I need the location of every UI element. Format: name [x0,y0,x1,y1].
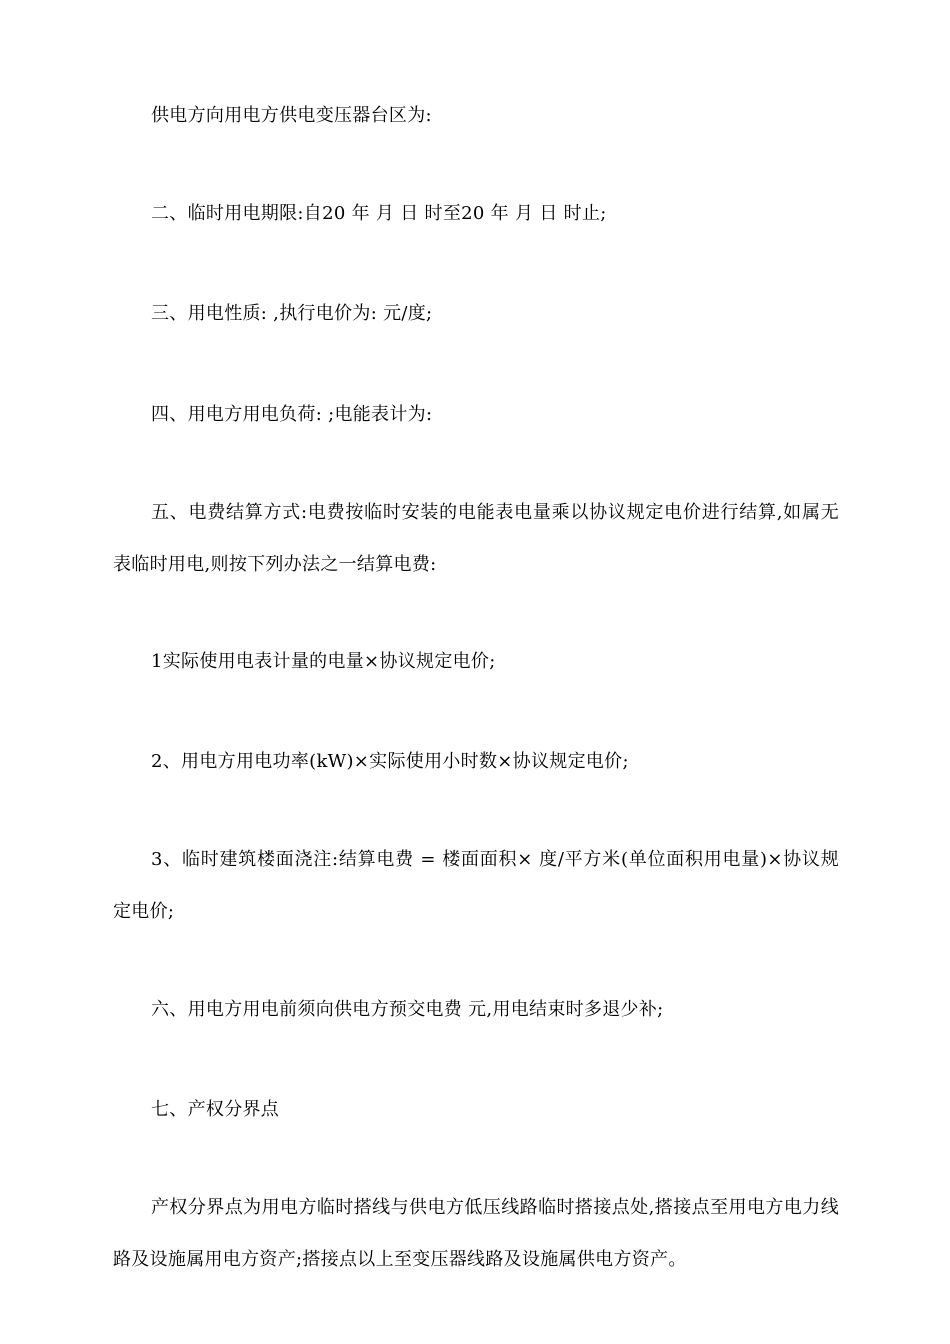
paragraph-load: 四、用电方用电负荷: ;电能表计为: [151,404,433,425]
paragraph-ownership-boundary: 产权分界点为用电方临时搭线与供电方低压线路临时搭接点处,搭接点至用电方电力线路及设施属用电方资产;搭接点以上至变压器线路及设施属供电方资产。 [113,1197,839,1270]
paragraph-method-2: 2、用电方用电功率(kW)×实际使用小时数×协议规定电价; [151,751,629,772]
paragraph-prepayment: 六、用电方用电前须向供电方预交电费 元,用电结束时多退少补; [151,999,664,1020]
paragraph-ownership-heading: 七、产权分界点 [151,1099,280,1120]
paragraph-method-3: 3、临时建筑楼面浇注:结算电费 = 楼面面积× 度/平方米(单位面积用电量)×协议规定电价; [113,849,839,922]
paragraph-transformer-area: 供电方向用电方供电变压器台区为: [151,105,432,126]
paragraph-settlement: 五、电费结算方式:电费按临时安装的电能表电量乘以协议规定电价进行结算,如属无表临时用电,则按下列办法之一结算电费: [113,502,839,575]
paragraph-nature: 三、用电性质: ,执行电价为: 元/度; [151,303,433,324]
paragraph-method-1: 1实际使用电表计量的电量×协议规定电价; [151,651,496,672]
paragraph-period: 二、临时用电期限:自20 年 月 日 时至20 年 月 日 时止; [151,203,607,224]
